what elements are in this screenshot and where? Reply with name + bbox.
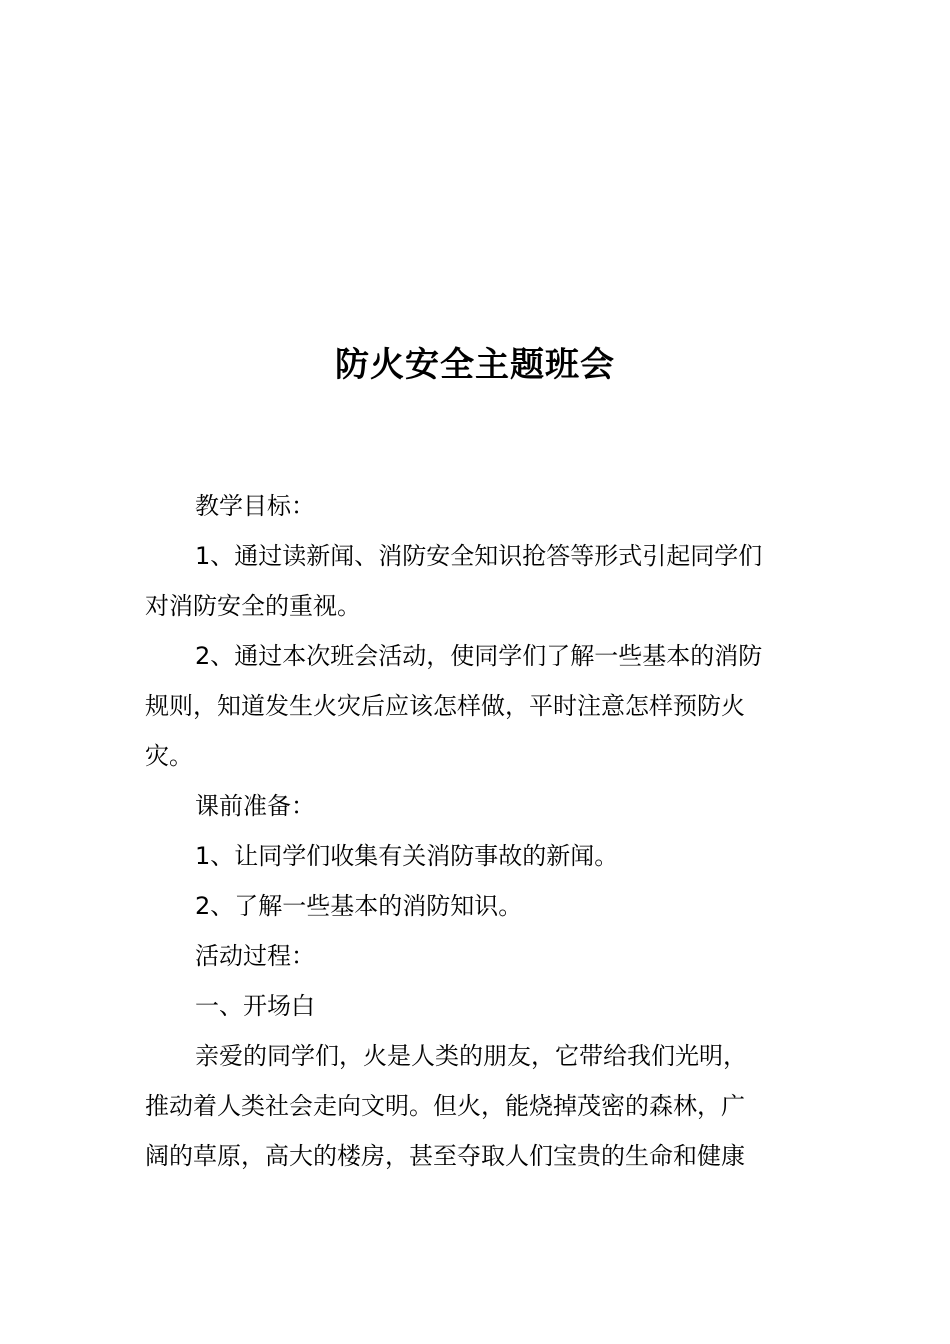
body-line: 一、开场白 (195, 992, 315, 1020)
body-line: 1、通过读新闻、消防安全知识抢答等形式引起同学们 (195, 542, 763, 570)
body-line: 对消防安全的重视。 (145, 592, 361, 620)
document-title: 防火安全主题班会 (335, 345, 615, 385)
body-line: 灾。 (145, 742, 193, 770)
body-line: 2、了解一些基本的消防知识。 (195, 892, 523, 920)
body-line: 教学目标： (195, 492, 315, 520)
body-line: 亲爱的同学们，火是人类的朋友，它带给我们光明， (195, 1042, 747, 1070)
body-line: 规则，知道发生火灾后应该怎样做，平时注意怎样预防火 (145, 692, 745, 720)
body-line: 活动过程： (195, 942, 315, 970)
body-line: 阔的草原，高大的楼房，甚至夺取人们宝贵的生命和健康 (145, 1142, 745, 1170)
body-line: 1、让同学们收集有关消防事故的新闻。 (195, 842, 619, 870)
body-line: 2、通过本次班会活动，使同学们了解一些基本的消防 (195, 642, 763, 670)
document-body (145, 481, 807, 1181)
body-line: 课前准备： (195, 792, 315, 820)
body-line: 推动着人类社会走向文明。但火，能烧掉茂密的森林，广 (145, 1092, 745, 1120)
